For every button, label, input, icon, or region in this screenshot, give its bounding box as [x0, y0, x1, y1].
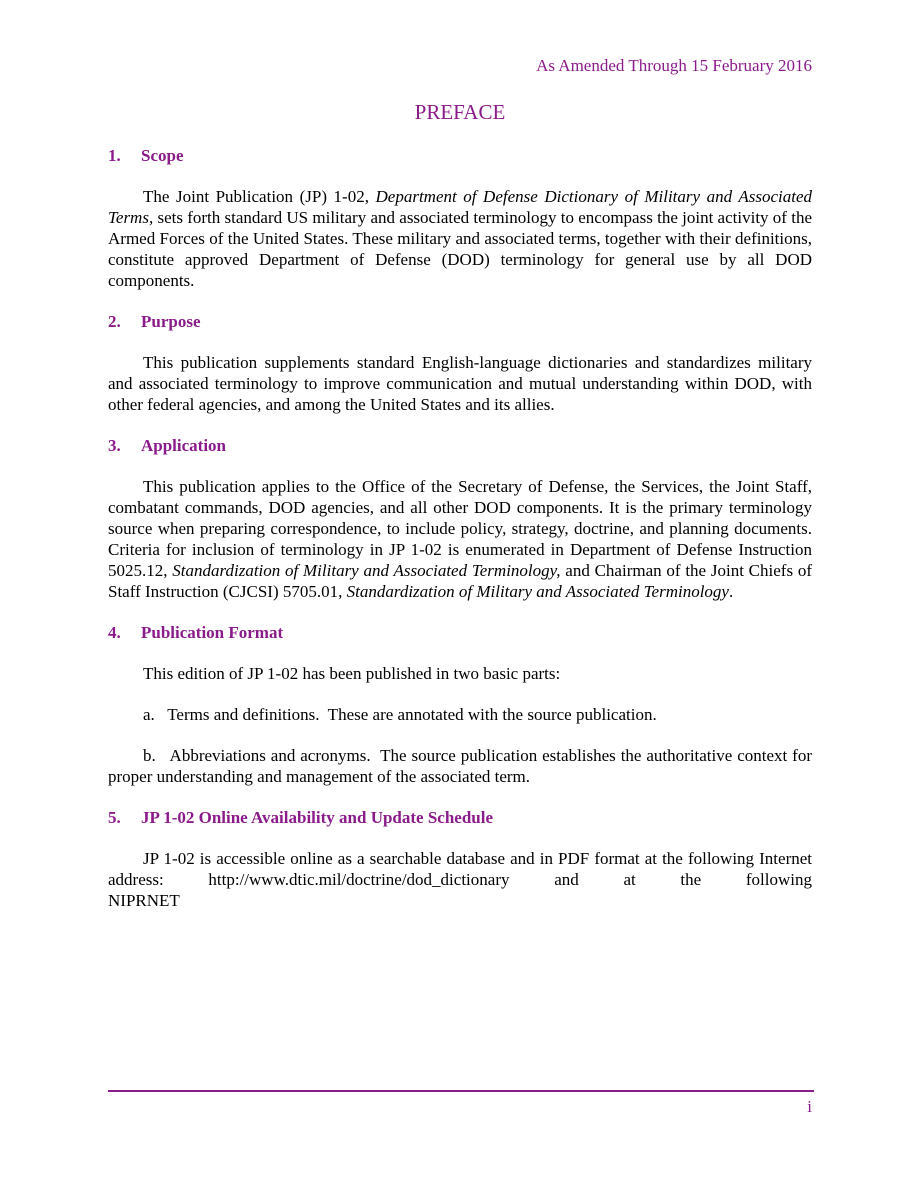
text-run: The Joint Publication (JP) 1-02,: [143, 187, 376, 206]
amendment-date: As Amended Through 15 February 2016: [536, 56, 812, 75]
text-run: .: [728, 582, 734, 601]
section-heading-scope: [108, 145, 812, 166]
section-title: Scope: [141, 146, 184, 165]
application-paragraph: [108, 476, 812, 602]
scope-paragraph: [108, 186, 812, 291]
online-availability-paragraph: JP 1-02 is accessible online as a searchable database and in PDF format at the following Internet address: http://www.dtic.mil/doctrine/dod_dictionary and at the following NIPRNET: [108, 849, 838, 910]
section-title: Publication Format: [141, 623, 284, 642]
section-heading-online-availability: [108, 807, 812, 828]
text-run: sets forth standard US military and associated terminology to encompass the joint activity of the Armed Forces of the United States. These military and associated terms, together with their definitions, constitute approved Department of Defense (DOD) terminology for general use by all DOD components.: [108, 208, 812, 290]
section-title: JP 1-02 Online Availability and Update Schedule: [141, 808, 494, 827]
section-title: Purpose: [141, 312, 201, 331]
page-title: PREFACE: [414, 100, 506, 124]
footer-rule: [108, 1090, 814, 1092]
section-number: 2.: [108, 312, 121, 331]
purpose-paragraph: This publication supplements standard English-language dictionaries and standardizes military and associated terminology to improve communication and mutual understanding within DOD, with other federal agencies, and among the United States and its allies.: [108, 353, 812, 414]
text-run: This publication applies to the Office of the Secretary of Defense, the Services, the Joint Staff, combatant commands, DOD agencies, and all other DOD components. It is the primary terminology source when preparing correspondence, to include policy, strategy, doctrine, and planning documents. Criteria for inclusion of terminology in JP 1-02 is enumerated in Department of Defense Instruction 5025.12,: [108, 477, 812, 580]
publication-title: Department of Defense Dictionary of Military and Associated Terms,: [108, 187, 813, 227]
section-heading-publication-format: [108, 622, 812, 643]
section-number: 1.: [108, 146, 121, 165]
format-intro: This edition of JP 1-02 has been published in two basic parts:: [143, 664, 561, 683]
text-run: and Chairman of the Joint Chiefs of Staff Instruction (CJCSI) 5705.01,: [108, 561, 812, 601]
section-number: 4.: [108, 623, 121, 642]
publication-title: Standardization of Military and Associated Terminology: [346, 582, 729, 601]
publication-title: Standardization of Military and Associated Terminology,: [172, 561, 561, 580]
page-number: i: [807, 1097, 812, 1116]
format-item-b: b. Abbreviations and acronyms. The source publication establishes the authoritative context for proper understanding and management of the associated term.: [108, 746, 817, 786]
section-heading-application: [108, 435, 812, 456]
section-number: 5.: [108, 808, 121, 827]
section-heading-purpose: [108, 311, 812, 332]
document-body: [108, 145, 838, 931]
section-number: 3.: [108, 436, 121, 455]
format-item-a: a. Terms and definitions. These are annotated with the source publication.: [143, 705, 657, 724]
section-title: Application: [141, 436, 227, 455]
